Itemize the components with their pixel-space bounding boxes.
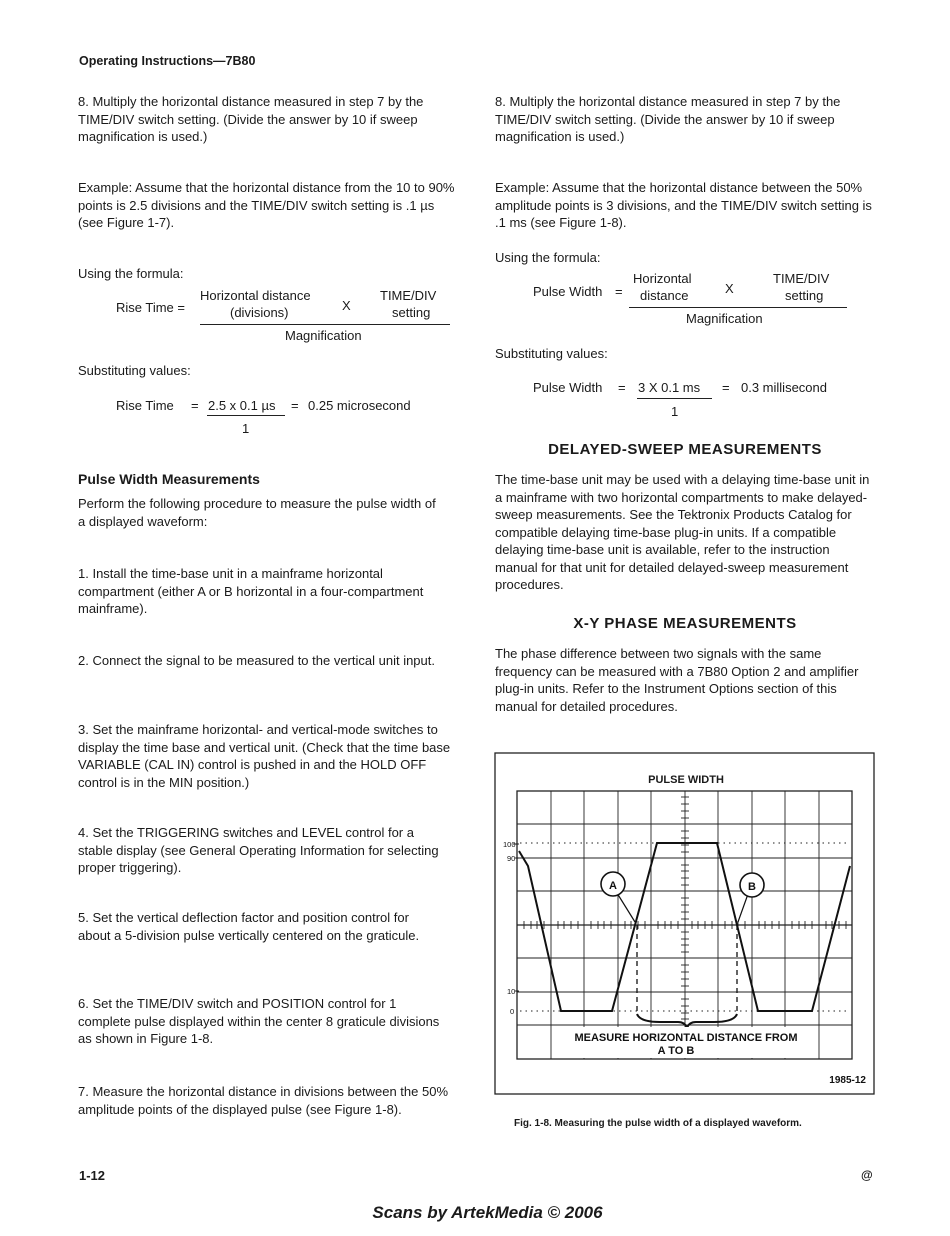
scan-credit: Scans by ArtekMedia © 2006 [372, 1203, 603, 1222]
pw-formula-num2: TIME/DIV [773, 271, 830, 286]
label-10: 10 [507, 987, 516, 996]
measurement-brace [637, 1014, 737, 1028]
step-5: 5. Set the vertical deflection factor and position control for about a 5-division pulse vertically centered on the graticule. [78, 910, 420, 943]
measure-line-2: A TO B [657, 1045, 695, 1057]
substituting-left: Substituting values: [78, 363, 191, 378]
subst-result: 0.25 microsecond [308, 398, 411, 413]
pw-formula-num1b: distance [640, 288, 689, 303]
pw-subst-result: 0.3 millisecond [741, 380, 827, 395]
formula-times: X [342, 298, 351, 313]
using-formula-right: Using the formula: [495, 250, 601, 265]
subst-eq: = [191, 398, 199, 413]
step-3: 3. Set the mainframe horizontal- and vertical-mode switches to display the time base and vertical unit. (Check that the time base VARIABLE (CAL IN) control is pushed in and the HOLD OFF control is in the MIN position.) [78, 722, 451, 790]
step-6: 6. Set the TIME/DIV switch and POSITION control for 1 complete pulse displayed within the center 8 graticule divisions as shown in Figure 1-8. [78, 996, 440, 1046]
example-rise-time: Example: Assume that the horizontal distance from the 10 to 90% points is 2.5 divisions and the TIME/DIV switch setting is .1 µs (see Figure 1-7). [78, 180, 455, 230]
formula-num1: Horizontal distance [200, 288, 311, 303]
measure-line-1: MEASURE HORIZONTAL DISTANCE FROM [574, 1032, 798, 1044]
step-7: 7. Measure the horizontal distance in divisions between the 50% amplitude points of the displayed pulse (see Figure 1-8). [78, 1084, 448, 1117]
using-formula-left: Using the formula: [78, 266, 184, 281]
subst-lhs: Rise Time [116, 398, 174, 413]
formula-num2b: setting [392, 305, 431, 320]
pw-formula-num1: Horizontal [633, 271, 692, 286]
step-8-right: 8. Multiply the horizontal distance measured in step 7 by the TIME/DIV switch setting. (Divide the answer by 10 if sweep magnification is used.) [495, 94, 841, 144]
step-4: 4. Set the TRIGGERING switches and LEVEL control for a stable display (see General Operating Information for selecting proper triggering). [78, 825, 439, 875]
delayed-sweep-text: The time-base unit may be used with a delaying time-base unit in a mainframe with two horizontal compartments to make delayed-sweep measurements. See the Tektronix Products Catalog for compatible delaying time-base plug-in units. If a compatible delaying time-base unit is available, refer to the instruction manual for that unit for detailed delayed-sweep measurement procedures. [495, 472, 870, 592]
page-number: 1-12 [79, 1168, 106, 1183]
pw-subst-eq: = [618, 380, 626, 395]
marker-b-label: B [748, 881, 756, 893]
marker-a-label: A [609, 880, 617, 892]
label-90: 90 [507, 854, 516, 863]
pw-formula-eq: = [615, 284, 623, 299]
xy-phase-heading: X-Y PHASE MEASUREMENTS [573, 615, 797, 632]
marker-a-leader [617, 893, 635, 922]
pulse-width-heading: Pulse Width Measurements [78, 471, 260, 487]
pw-subst-lhs: Pulse Width [533, 380, 603, 395]
pw-subst-num: 3 X 0.1 ms [638, 380, 701, 395]
pw-subst-eq2: = [722, 380, 730, 395]
formula-lhs: Rise Time = [116, 300, 185, 315]
pw-formula-times: X [725, 281, 734, 296]
delayed-sweep-heading: DELAYED-SWEEP MEASUREMENTS [548, 441, 822, 458]
formula-num2: TIME/DIV [380, 288, 437, 303]
step-1: 1. Install the time-base unit in a mainframe horizontal compartment (either A or B horizontal in a four-compartment mainframe). [78, 566, 424, 616]
footer-symbol: @ [861, 1168, 873, 1182]
running-header: Operating Instructions—7B80 [79, 54, 256, 68]
pw-formula-lhs: Pulse Width [533, 284, 603, 299]
figure-number: 1985-12 [829, 1075, 866, 1086]
figure-title: PULSE WIDTH [648, 774, 724, 786]
pw-formula-num2b: setting [785, 288, 824, 303]
pw-formula-den: Magnification [686, 311, 763, 326]
step-2: 2. Connect the signal to be measured to the vertical unit input. [78, 653, 435, 668]
example-pulse-width: Example: Assume that the horizontal distance between the 50% amplitude points is 3 divisions, and the TIME/DIV switch setting is .1 ms (see Figure 1-8). [495, 180, 872, 230]
figure-caption: Fig. 1-8. Measuring the pulse width of a displayed waveform. [514, 1118, 802, 1129]
pulse-width-intro: Perform the following procedure to measure the pulse width of a displayed waveform: [78, 496, 436, 529]
subst-eq2: = [291, 398, 299, 413]
formula-num1b: (divisions) [230, 305, 289, 320]
formula-den: Magnification [285, 328, 362, 343]
step-8-left: 8. Multiply the horizontal distance measured in step 7 by the TIME/DIV switch setting. (Divide the answer by 10 if sweep magnification is used.) [78, 94, 424, 144]
substituting-right: Substituting values: [495, 346, 608, 361]
xy-phase-text: The phase difference between two signals with the same frequency can be measured with a 7B80 Option 2 and amplifier plug-in units. Refer to the Instrument Options section of this manual for detailed procedures. [495, 646, 859, 714]
subst-num: 2.5 x 0.1 µs [208, 398, 276, 413]
label-0: 0 [510, 1007, 515, 1016]
subst-den: 1 [242, 421, 250, 436]
graticule [517, 791, 852, 1059]
pw-subst-den: 1 [671, 404, 679, 419]
label-100: 100 [503, 840, 516, 849]
marker-b-leader [738, 894, 748, 922]
